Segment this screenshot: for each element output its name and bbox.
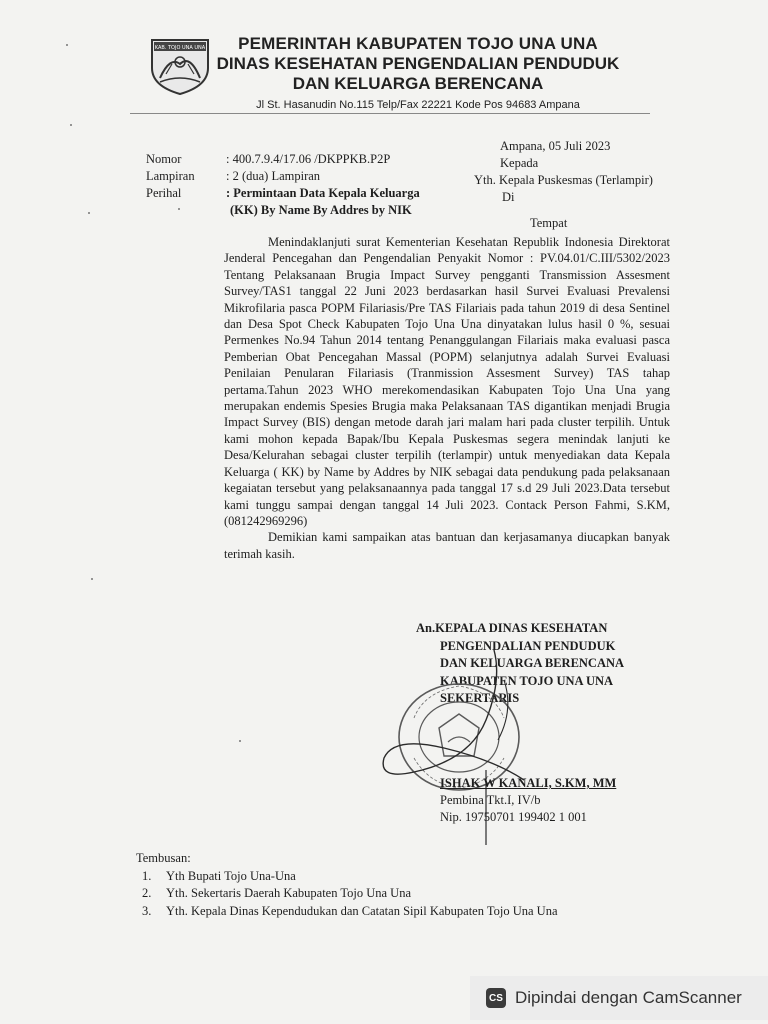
- nomor-label: Nomor: [146, 152, 182, 166]
- scan-speck: [70, 124, 72, 126]
- tembusan-item-text: Yth. Sekertaris Daerah Kabupaten Tojo Una Una: [166, 886, 411, 900]
- scan-speck: [239, 740, 241, 742]
- tempat-label: Tempat: [530, 216, 568, 230]
- letterhead-address: Jl St. Hasanudin No.115 Telp/Fax 22221 Kode Pos 94683 Ampana: [256, 99, 580, 111]
- letterhead-line-1: PEMERINTAH KABUPATEN TOJO UNA UNA: [238, 34, 598, 53]
- signature-line-3: DAN KELUARGA BERENCANA: [440, 656, 625, 670]
- regency-emblem-icon: [146, 34, 214, 96]
- perihal-value-continued: (KK) By Name By Addres by NIK: [230, 203, 412, 217]
- camscanner-watermark: [470, 976, 768, 1020]
- reference-block: [146, 151, 420, 219]
- perihal-value: : Permintaan Data Kepala Keluarga: [226, 186, 420, 200]
- letter-date: Ampana, 05 Juli 2023: [500, 139, 611, 153]
- signer-nip: Nip. 19750701 199402 1 001: [440, 810, 587, 824]
- recipient: Yth. Kepala Puskesmas (Terlampir): [474, 173, 653, 187]
- perihal-row: [146, 185, 420, 202]
- scan-speck: [66, 44, 68, 46]
- scan-speck: [88, 212, 90, 214]
- signature-line-1: An.KEPALA DINAS KESEHATAN: [416, 621, 608, 635]
- tembusan-item-number: 2.: [142, 886, 152, 900]
- kepada-label: Kepada: [500, 156, 539, 170]
- signature-line-5: SEKERTARIS: [440, 691, 520, 705]
- tembusan-item: [142, 885, 558, 903]
- body-paragraph-2: Demikian kami sampaikan atas bantuan dan kerjasamanya diucapkan banyak terimah kasih.: [224, 530, 670, 561]
- nomor-value: : 400.7.9.4/17.06 /DKPPKB.P2P: [226, 152, 391, 166]
- carbon-copy-block: [136, 850, 558, 920]
- perihal-label: Perihal: [146, 186, 182, 200]
- signature-line-2: PENGENDALIAN PENDUDUK: [440, 638, 616, 653]
- camscanner-icon: CS: [486, 988, 506, 1008]
- lampiran-row: [146, 168, 420, 185]
- letterhead-divider: [130, 113, 650, 114]
- signer-rank: Pembina Tkt.I, IV/b: [440, 793, 541, 807]
- tembusan-list: [136, 868, 558, 921]
- nomor-row: [146, 151, 420, 168]
- scan-speck: [178, 208, 180, 210]
- tembusan-item: [142, 868, 558, 886]
- letterhead: [212, 34, 624, 113]
- lampiran-label: Lampiran: [146, 169, 195, 183]
- tembusan-label: Tembusan:: [136, 851, 191, 865]
- tembusan-item-number: 3.: [142, 903, 152, 918]
- svg-text:KAB. TOJO UNA UNA: KAB. TOJO UNA UNA: [154, 45, 206, 51]
- signature-line-4: KABUPATEN TOJO UNA UNA: [440, 673, 614, 688]
- di-label: Di: [502, 190, 515, 204]
- addressee-block: [474, 138, 674, 232]
- signer-block: [440, 775, 616, 826]
- scan-speck: [91, 578, 93, 580]
- letter-body: [224, 234, 670, 562]
- tembusan-item-text: Yth Bupati Tojo Una-Una: [166, 868, 296, 883]
- camscanner-text: Dipindai dengan CamScanner: [515, 988, 742, 1007]
- tembusan-item: [142, 903, 558, 921]
- signer-name: ISHAK W KANALI, S.KM, MM: [440, 776, 617, 790]
- body-paragraph-1: Menindaklanjuti surat Kementerian Kesehatan Republik Indonesia Direktorat Jenderal Pencegahan dan Pengendalian Penyakit Nomor : PV.04.01/C.III/5302/2023 Tentang Pelaksanaan Brugia Impact Survey pengganti Transmission Assesment Survey/TAS1 tanggal 22 Juni 2023 berdasarkan hasil Survei Evaluasi Prevalensi Mikrofilaria pasca POPM Filariasis/Pre TAS Filariais pada tahun 2019 di desa Sentinel dan Desa Spot Check Kabupaten Tojo Una Una dinyatakan lulus hasil 0 %, sesuai Permenkes No.94 Tahun 2014 tentang Penanggulangan Filariais maka evaluasi pasca Pemberian Obat Pencegahan Massal (POPM) selanjutnya adalah Survei Evaluasi Penilaian Penularan Filariasis (Tranmission Assesment Survey) TAS tahap pertama.Tahun 2023 WHO merekomendasikan Kabupaten Tojo Una Una yang merupakan endemis Spesies Brugia maka Pelaksanaan TAS digantikan menjadi Brugia Impact Survey (BIS) dengan metode darah jari malam hari pada cluster terpilih. Untuk kami mohon kepada Bapak/Ibu Kepala Puskesmas segera menindak lanjuti ke Desa/Kelurahan sebagai cluster terpilih (terlampir) untuk menyediakan data Kepala Keluarga ( KK) by Name by Addres by NIK sebagai data pendukung pada pelaksanaan kegaiatan tersebut yang pelaksanaannya pada tanggal 17 s.d 29 Juli 2023.Data tersebut kami tunggu sampai dengan tanggal 14 Juli 2023. Contack Person Fahmi, S.KM,(081242969296): [224, 235, 670, 528]
- letterhead-line-2: DINAS KESEHATAN PENGENDALIAN PENDUDUK: [216, 54, 620, 73]
- lampiran-value: : 2 (dua) Lampiran: [226, 169, 321, 183]
- letterhead-line-3: DAN KELUARGA BERENCANA: [292, 74, 544, 93]
- tembusan-item-number: 1.: [142, 868, 152, 883]
- tembusan-item-text: Yth. Kepala Dinas Kependudukan dan Catatan Sipil Kabupaten Tojo Una Una: [166, 903, 558, 918]
